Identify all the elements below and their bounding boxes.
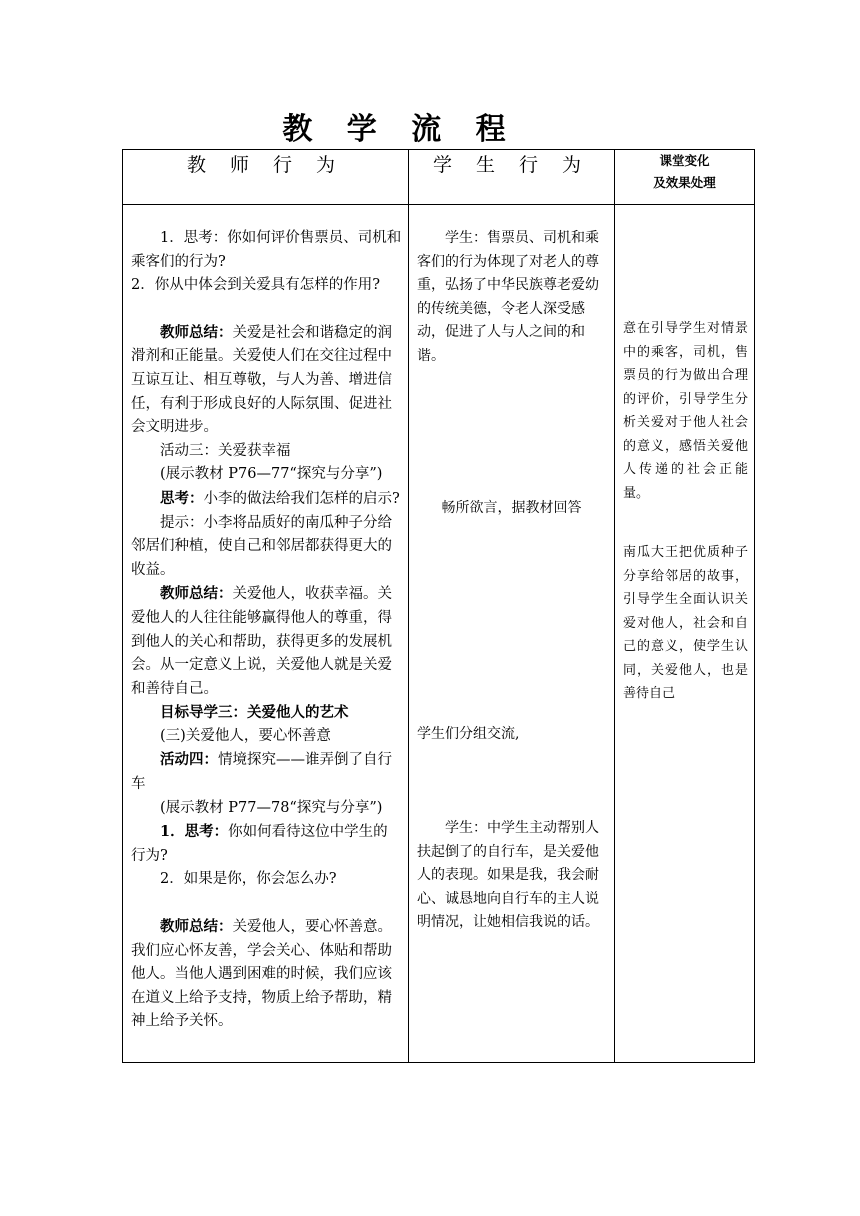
effect-note-1: 意在引导学生对情景中的乘客，司机，售票员的行为做出合理的评价，引导学生分析关爱对于他人社会的意义，感悟关爱他人传递的社会正能量。 bbox=[623, 321, 748, 501]
student-response-1: 学生：售票员、司机和乘客们的行为体现了对老人的尊重，弘扬了中华民族尊老爱幼的传统美德，令老人深受感动，促进了人与人之间的和谐。 bbox=[417, 230, 599, 364]
header-effect-line1: 课堂变化 bbox=[659, 153, 710, 168]
table-body-row bbox=[123, 205, 755, 1063]
teacher-behavior-cell bbox=[123, 205, 409, 1063]
teaching-flow-table bbox=[122, 149, 755, 1063]
header-teacher-cell bbox=[123, 150, 409, 205]
textbook-ref-1: (展示教材 P76—77“探究与分享”) bbox=[160, 466, 383, 483]
section-3-subtitle: (三)关爱他人，要心怀善意 bbox=[160, 727, 331, 744]
header-student: 学 生 行 为 bbox=[432, 154, 591, 176]
student-behavior-cell bbox=[409, 205, 615, 1063]
teacher-question-2: 2．你从中体会到关爱具有怎样的作用? bbox=[131, 277, 380, 294]
student-response-4: 学生：中学生主动帮别人扶起倒了的自行车，是关爱他人的表现。如果是我，我会耐心、诚恳地向自行车的主人说明情况，让她相信我说的话。 bbox=[417, 820, 599, 931]
student-response-3: 学生们分组交流, bbox=[417, 726, 520, 742]
textbook-ref-2: (展示教材 P77—78“探究与分享”) bbox=[160, 799, 383, 816]
effect-note-2: 南瓜大王把优质种子分享给邻居的故事，引导学生全面认识关爱对他人，社会和自己的意义，使学生认同，关爱他人，也是善待自己 bbox=[623, 545, 748, 701]
header-teacher: 教 师 行 为 bbox=[186, 154, 345, 176]
teacher-tip: 提示：小李将品质好的南瓜种子分给邻居们种植，使自己和邻居都获得更大的收益。 bbox=[131, 514, 392, 578]
teacher-question-1: 1．思考：你如何评价售票员、司机和乘客们的行为? bbox=[131, 230, 402, 270]
activity-4-title: 活动四：情境探究——谁弄倒了自行车 bbox=[131, 751, 392, 793]
page-title: 教 学 流 程 bbox=[282, 112, 518, 147]
goal-3-title: 目标导学三：关爱他人的艺术 bbox=[160, 704, 349, 722]
teacher-question-3: 1．思考：你如何看待这位中学生的行为? bbox=[131, 823, 388, 864]
teacher-think: 思考：小李的做法给我们怎样的启示? bbox=[160, 489, 400, 507]
teacher-summary-3: 教师总结：关爱他人，要心怀善意。我们应心怀友善，学会关心、体贴和帮助他人。当他人遇到困难的时候，我们应该在道义上给予支持，物质上给予帮助，精神上给予关怀。 bbox=[131, 918, 392, 1030]
teacher-summary-2: 教师总结：关爱他人，收获幸福。关爱他人的人往往能够赢得他人的尊重，得到他人的关心和帮助，获得更多的发展机会。从一定意义上说，关爱他人就是关爱和善待自己。 bbox=[131, 585, 392, 697]
teacher-question-4: 2．如果是你，你会怎么办? bbox=[160, 871, 337, 888]
teacher-summary-1: 教师总结：关爱是社会和谐稳定的润滑剂和正能量。关爱使人们在交往过程中互谅互让、相互尊敬，与人为善、增进信任，有利于形成良好的人际氛围、促进社会文明进步。 bbox=[131, 323, 392, 436]
table-header-row bbox=[123, 150, 755, 205]
header-student-cell bbox=[409, 150, 615, 205]
header-effect-line2: 及效果处理 bbox=[653, 175, 716, 190]
student-response-2: 畅所欲言，据教材回答 bbox=[441, 500, 582, 516]
header-effect-cell bbox=[615, 150, 755, 205]
activity-3-title: 活动三：关爱获幸福 bbox=[160, 442, 291, 459]
effect-cell bbox=[615, 205, 755, 1063]
